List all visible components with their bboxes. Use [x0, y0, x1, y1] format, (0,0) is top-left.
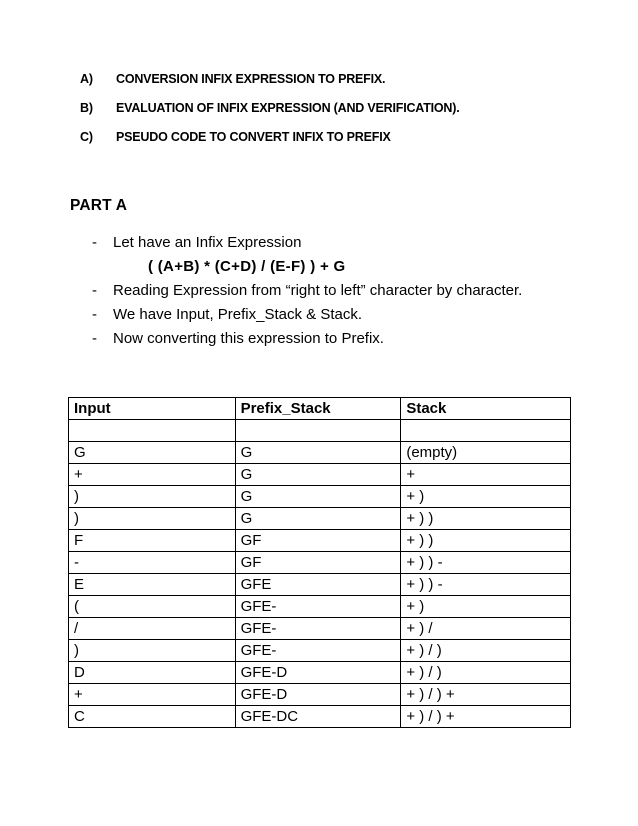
prefix-stack-cell: GFE-: [235, 640, 401, 662]
contents-item-a: [80, 72, 460, 86]
input-cell: G: [69, 442, 236, 464]
contents-item-c: [80, 130, 460, 144]
prefix-stack-cell: GFE-DC: [235, 706, 401, 728]
input-cell: [69, 420, 236, 442]
contents-text: PSEUDO CODE TO CONVERT INFIX TO PREFIX: [116, 130, 391, 144]
bullet-item: [92, 303, 562, 327]
stack-cell: + ) / ): [401, 662, 571, 684]
bullet-item: [92, 231, 562, 255]
conversion-table: [68, 397, 571, 728]
table-row: [69, 640, 571, 662]
prefix-stack-cell: GF: [235, 552, 401, 574]
column-header-stack: Stack: [401, 398, 571, 420]
table-body: [69, 420, 571, 728]
prefix-stack-cell: GFE-: [235, 596, 401, 618]
contents-list: [80, 72, 460, 159]
table-row: [69, 420, 571, 442]
prefix-stack-cell: G: [235, 508, 401, 530]
prefix-stack-cell: [235, 420, 401, 442]
input-cell: -: [69, 552, 236, 574]
table-header-row: [69, 398, 571, 420]
table-row: [69, 464, 571, 486]
table-row: [69, 530, 571, 552]
prefix-stack-cell: G: [235, 486, 401, 508]
bullet-text: Now converting this expression to Prefix.: [113, 330, 384, 347]
table-row: [69, 618, 571, 640]
stack-cell: +: [401, 464, 571, 486]
input-cell: ): [69, 508, 236, 530]
table-row: [69, 442, 571, 464]
prefix-stack-cell: GFE-D: [235, 662, 401, 684]
bullet-list: [92, 231, 562, 351]
bullet-marker: -: [92, 282, 97, 299]
table-row: [69, 552, 571, 574]
contents-marker: A): [80, 72, 93, 86]
contents-text: EVALUATION OF INFIX EXPRESSION (AND VERIFICATION).: [116, 101, 460, 115]
prefix-stack-cell: GF: [235, 530, 401, 552]
stack-cell: + ): [401, 596, 571, 618]
stack-cell: + ) / ) +: [401, 684, 571, 706]
input-cell: ): [69, 486, 236, 508]
bullet-marker: -: [92, 306, 97, 323]
contents-item-b: [80, 101, 460, 115]
input-cell: +: [69, 464, 236, 486]
bullet-item: [92, 279, 562, 303]
column-header-input: Input: [69, 398, 236, 420]
input-cell: (: [69, 596, 236, 618]
expression-text: ( (A+B) * (C+D) / (E-F) ) + G: [148, 258, 346, 275]
prefix-stack-cell: GFE-D: [235, 684, 401, 706]
table-row: [69, 508, 571, 530]
bullet-text: Let have an Infix Expression: [113, 234, 302, 251]
bullet-marker: -: [92, 234, 97, 251]
column-header-prefix-stack: Prefix_Stack: [235, 398, 401, 420]
stack-cell: + ) ) -: [401, 574, 571, 596]
input-cell: +: [69, 684, 236, 706]
input-cell: F: [69, 530, 236, 552]
input-cell: /: [69, 618, 236, 640]
prefix-stack-cell: GFE-: [235, 618, 401, 640]
table-row: [69, 596, 571, 618]
bullet-item: [92, 327, 562, 351]
table-row: [69, 662, 571, 684]
bullet-marker: -: [92, 330, 97, 347]
table-row: [69, 706, 571, 728]
contents-marker: B): [80, 101, 93, 115]
input-cell: D: [69, 662, 236, 684]
bullet-text: We have Input, Prefix_Stack & Stack.: [113, 306, 363, 323]
contents-marker: C): [80, 130, 93, 144]
input-cell: ): [69, 640, 236, 662]
prefix-stack-cell: GFE: [235, 574, 401, 596]
stack-cell: + ) / ): [401, 640, 571, 662]
stack-cell: [401, 420, 571, 442]
stack-cell: + ) /: [401, 618, 571, 640]
prefix-stack-cell: G: [235, 442, 401, 464]
bullet-text: Reading Expression from “right to left” character by character.: [113, 282, 523, 299]
stack-cell: + ): [401, 486, 571, 508]
stack-cell: (empty): [401, 442, 571, 464]
input-cell: E: [69, 574, 236, 596]
stack-cell: + ) ): [401, 530, 571, 552]
prefix-stack-cell: G: [235, 464, 401, 486]
table-row: [69, 486, 571, 508]
table-row: [69, 684, 571, 706]
stack-cell: + ) ) -: [401, 552, 571, 574]
table-row: [69, 574, 571, 596]
infix-expression: [92, 255, 562, 279]
section-heading: PART A: [70, 197, 128, 214]
contents-text: CONVERSION INFIX EXPRESSION TO PREFIX.: [116, 72, 386, 86]
stack-cell: + ) ): [401, 508, 571, 530]
stack-cell: + ) / ) +: [401, 706, 571, 728]
input-cell: C: [69, 706, 236, 728]
